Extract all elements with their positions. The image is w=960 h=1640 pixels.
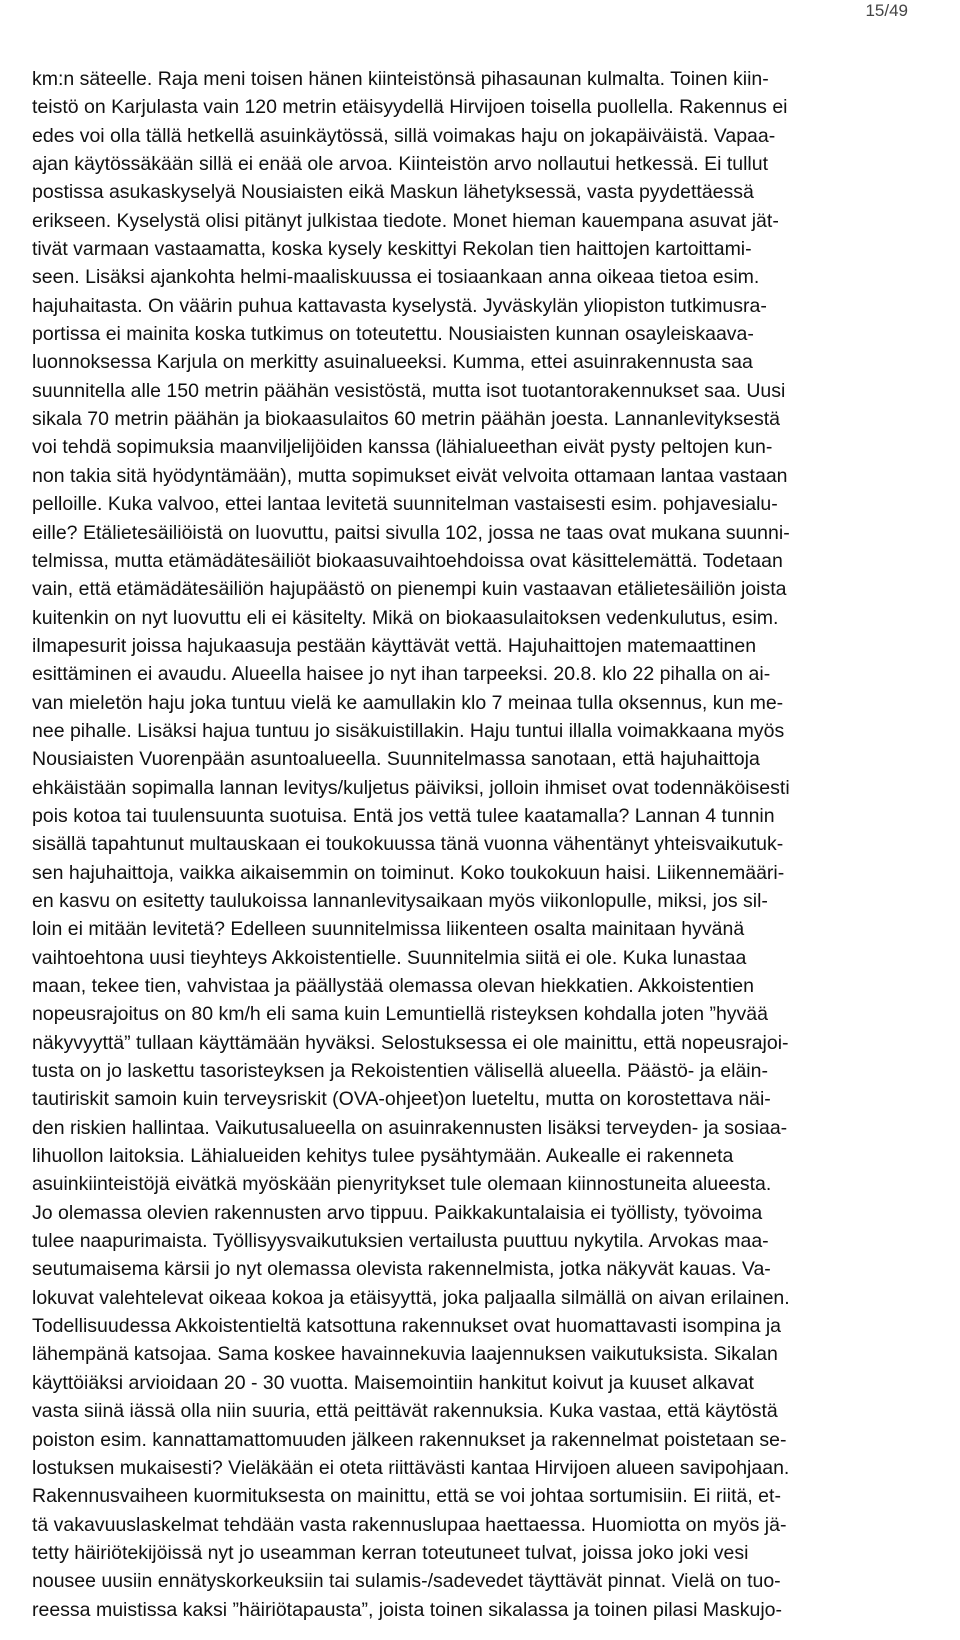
text-line: tusta on jo laskettu tasoristeyksen ja Rekoistentien välisellä alueella. Päästö- ja eläin- — [32, 1060, 768, 1083]
text-line: en kasvu on esitetty taulukoissa lannanlevitysaikaan myös viikonlopulle, miksi, jos sil- — [32, 889, 768, 912]
text-line: näkyvyyttä” tullaan käyttämään hyväksi. Selostuksessa ei ole mainittu, että nopeusrajoi- — [32, 1031, 789, 1054]
text-line: erikseen. Kyselystä olisi pitänyt julkistaa tiedote. Monet hieman kauempana asuvat jät- — [32, 209, 779, 232]
text-line: tivät varmaan vastaamatta, koska kysely keskittyi Rekolan tien haittojen kartoittami- — [32, 238, 752, 261]
text-line: poiston esim. kannattamattomuuden jälkeen rakennukset ja rakennelmat poistetaan se- — [32, 1428, 787, 1451]
text-line: maan, tekee tien, vahvistaa ja päällystää olemassa olevan hiekkatien. Akkoistentien — [32, 975, 754, 997]
text-line: käyttöiäksi arvioidaan 20 - 30 vuotta. Maisemointiin hankitut koivut ja kuuset alkavat — [32, 1371, 754, 1394]
body-text — [32, 65, 932, 1624]
text-line: luonnoksessa Karjula on merkitty asuinalueeksi. Kumma, ettei asuinrakennusta saa — [32, 351, 753, 374]
text-line: Nousiaisten Vuorenpään asuntoalueella. Suunnitelmassa sanotaan, että hajuhaittoja — [32, 748, 760, 771]
text-line: tä vakavuuslaskelmat tehdään vasta rakennuslupaa haettaessa. Huomiotta on myös jä- — [32, 1513, 787, 1536]
text-line: den riskien hallintaa. Vaikutusalueella on asuinrakennusten lisäksi terveyden- ja sosiaa- — [32, 1116, 788, 1139]
text-line: loin ei mitään levitetä? Edelleen suunnitelmissa liikenteen osalta mainitaan hyvänä — [32, 918, 745, 941]
text-line: kuitenkin on nyt luovuttu eli ei käsitelty. Mikä on biokaasulaitoksen vedenkulutus, esim. — [32, 606, 779, 629]
text-line: postissa asukaskyselyä Nousiaisten eikä Maskun lähetyksessä, vasta pyydettäessä — [32, 181, 754, 204]
text-line: vasta siinä iässä olla niin suuria, että peittävät rakennuksia. Kuka vastaa, että käytöstä — [32, 1400, 778, 1423]
text-line: Jo olemassa olevien rakennusten arvo tippuu. Paikkakuntalaisia ei työllisty, työvoima — [32, 1201, 763, 1224]
text-line: tulee naapurimaista. Työllisyysvaikutuksien vertailusta puuttuu nykytila. Arvokas maa- — [32, 1230, 769, 1253]
text-line: van mieletön haju joka tuntuu vielä ke aamullakin klo 7 meinaa tulla oksennus, kun me- — [32, 691, 784, 714]
text-line: seutumaisema kärsii jo nyt olemassa olevista rakennelmista, jotka näkyvät kauas. Va- — [32, 1258, 771, 1281]
text-line: hajuhaitasta. On väärin puhua kattavasta kyselystä. Jyväskylän yliopiston tutkimusra- — [32, 294, 767, 317]
text-line: nopeusrajoitus on 80 km/h eli sama kuin Lemuntiellä risteyksen kohdalla joten ”hyvää — [32, 1003, 768, 1026]
text-line: non takia sitä hyödyntämään), mutta sopimukset eivät velvoita ottamaan lantaa vastaan — [32, 464, 788, 487]
text-line: lostuksen mukaisesti? Vieläkään ei oteta riittävästi kantaa Hirvijoen alueen savipohjaan. — [32, 1456, 790, 1479]
text-line: lähempänä katsojaa. Sama koskee havainnekuvia laajennuksen vaikutuksista. Sikalan — [32, 1343, 778, 1366]
text-line: portissa ei mainita koska tutkimus on toteutettu. Nousiaisten kunnan osayleiskaava- — [32, 323, 754, 346]
text-line: lokuvat valehtelevat oikeaa kokoa ja etäisyyttä, joka paljaalla silmällä on aivan erilainen. — [32, 1286, 790, 1309]
text-line: telmissa, mutta etämädätesäiliöt biokaasuvaihtoehdoissa ovat käsittelemättä. Todetaan — [32, 549, 783, 572]
text-line: voi tehdä sopimuksia maanviljelijöiden kanssa (lähialueethan eivät pysty peltojen kun- — [32, 436, 773, 459]
text-line: sisällä tapahtunut multauskaan ei toukokuussa tänä vuonna vähentänyt yhteisvaikutuk- — [32, 833, 784, 856]
text-line: vaihtoehtona uusi tieyhteys Akkoistentielle. Suunnitelmia siitä ei ole. Kuka lunastaa — [32, 946, 747, 969]
text-line: asuinkiinteistöjä eivätkä myöskään pienyritykset tule olemaan kiinnostuneita alueesta. — [32, 1173, 772, 1196]
text-line: vain, että etämädätesäiliön hajupäästö on pienempi kuin vastaavan etälietesäiliön joista — [32, 578, 787, 601]
text-line: ajan käytössäkään sillä ei enää ole arvoa. Kiinteistön arvo nollautui hetkessä. Ei tullut — [32, 153, 769, 176]
text-line: pelloille. Kuka valvoo, ettei lantaa levitetä suunnitelman vastaisesti esim. pohjavesialu- — [32, 493, 778, 516]
text-line: Rakennusvaiheen kuormituksesta on mainittu, että se voi johtaa sortumisiin. Ei riitä, et- — [32, 1485, 781, 1508]
text-line: nee pihalle. Lisäksi hajua tuntuu jo sisäkuistillakin. Haju tuntui illalla voimakkaana myös — [32, 719, 785, 742]
text-line: lihuollon laitoksia. Lähialueiden kehitys tulee pysähtymään. Aukealle ei rakenneta — [32, 1145, 734, 1168]
text-line: teistö on Karjulasta vain 120 metrin etäisyydellä Hirvijoen toisella puollella. Rakennus ei — [32, 96, 788, 119]
text-line: ehkäistään sopimalla lannan levitys/kuljetus päiviksi, jolloin ihmiset ovat todennäköisesti — [32, 776, 790, 799]
text-line: edes voi olla tällä hetkellä asuinkäytössä, sillä voimakas haju on jokapäiväistä. Vapaa- — [32, 124, 776, 147]
text-line: Todellisuudessa Akkoistentieltä katsottuna rakennukset ovat huomattavasti isompina ja — [32, 1315, 782, 1338]
text-line: nousee uusiin ennätyskorkeuksiin tai sulamis-/sadevedet täyttävät pinnat. Vielä on tuo- — [32, 1570, 781, 1593]
text-line: pois kotoa tai tuulensuunta suotuisa. Entä jos vettä tulee kaatamalla? Lannan 4 tunnin — [32, 804, 775, 827]
text-line: km:n säteelle. Raja meni toisen hänen kiinteistönsä pihasaunan kulmalta. Toinen kiin- — [32, 68, 769, 90]
page-number: 15/49 — [865, 1, 908, 20]
text-line: seen. Lisäksi ajankohta helmi-maaliskuussa ei tosiaankaan anna oikeaa tietoa esim. — [32, 266, 760, 289]
text-line: sikala 70 metrin päähän ja biokaasulaitos 60 metrin päähän joesta. Lannanlevityksestä — [32, 408, 780, 431]
text-line: suunnitella alle 150 metrin päähän vesistöstä, mutta isot tuotantorakennukset saa. Uusi — [32, 379, 786, 402]
text-line: ilmapesurit joissa hajukaasuja pestään käyttävät vettä. Hajuhaittojen matemaattinen — [32, 634, 757, 657]
text-line: sen hajuhaittoja, vaikka aikaisemmin on toiminut. Koko toukokuun haisi. Liikennemääri- — [32, 861, 785, 884]
text-line: tetty häiriötekijöissä nyt jo useamman kerran toteutuneet tulvat, joissa joko joki vesi — [32, 1541, 749, 1564]
text-line: eille? Etälietesäiliöistä on luovuttu, paitsi sivulla 102, jossa ne taas ovat mukana suunni- — [32, 521, 790, 544]
text-line: esittäminen ei avaudu. Alueella haisee jo nyt ihan tarpeeksi. 20.8. klo 22 pihalla on ai- — [32, 663, 771, 686]
text-line: tautiriskit samoin kuin terveysriskit (OVA-ohjeet)on lueteltu, mutta on korostettava näi- — [32, 1088, 771, 1111]
text-line: reessa muistissa kaksi ”häiriötapausta”, joista toinen sikalassa ja toinen pilasi Maskujo- — [32, 1598, 783, 1621]
